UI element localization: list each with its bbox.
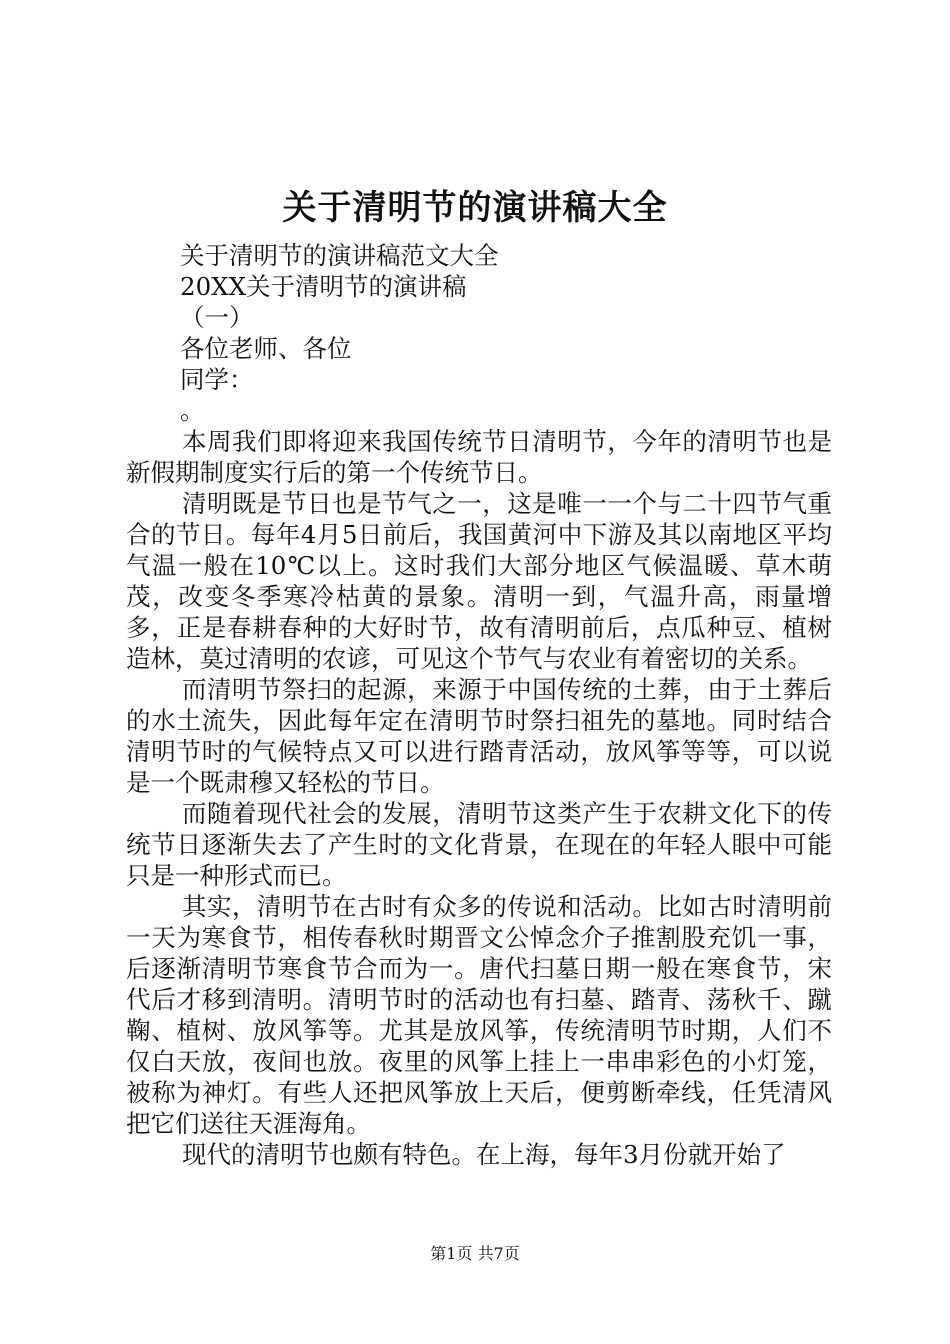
paragraph: 清明既是节日也是节气之一，这是唯一一个与二十四节气重合的节日。每年4月5日前后，我国黄河中下游及其以南地区平均气温一般在10℃以上。这时我们大部分地区气候温暖、草木萌茂，改变冬季寒冷枯黄的景象。清明一到，气温升高，雨量增多，正是春耕春种的大好时节，故有清明前后，点瓜种豆、植树造林，莫过清明的农谚，可见这个节气与农业有着密切的关系。 — [126, 489, 832, 673]
paragraph: 现代的清明节也颇有特色。在上海，每年3月份就开始了 — [182, 1140, 786, 1169]
subtitle-line: 20XX关于清明节的演讲稿 — [180, 272, 467, 301]
paragraph: 而随着现代社会的发展，清明节这类产生于农耕文化下的传统节日逐渐失去了产生时的文化背景，在现在的年轻人眼中可能只是一种形式而已。 — [126, 799, 832, 890]
paragraph: 而清明节祭扫的起源，来源于中国传统的土葬，由于土葬后的水土流失，因此每年定在清明节时祭扫祖先的墓地。同时结合清明节时的气候特点又可以进行踏青活动，放风筝等等，可以说是一个既肃穆又轻松的节日。 — [126, 675, 832, 797]
document-body — [126, 240, 832, 1170]
salutation-line: 同学： — [180, 365, 254, 394]
paragraph: 本周我们即将迎来我国传统节日清明节，今年的清明节也是新假期制度实行后的第一个传统节日。 — [126, 427, 832, 487]
subtitle-line: 关于清明节的演讲稿范文大全 — [180, 241, 499, 270]
page-number-footer: 第1页 共7页 — [430, 1244, 520, 1263]
salutation-line: 各位老师、各位 — [180, 334, 352, 363]
punctuation-line: 。 — [180, 396, 205, 425]
paragraph: 其实，清明节在古时有众多的传说和活动。比如古时清明前一天为寒食节，相传春秋时期晋文公悼念介子推割股充饥一事，后逐渐清明节寒食节合而为一。唐代扫墓日期一般在寒食节，宋代后才移到清明。清明节时的活动也有扫墓、踏青、荡秋千、蹴鞠、植树、放风筝等。尤其是放风筝，传统清明节时期，人们不仅白天放，夜间也放。夜里的风筝上挂上一串串彩色的小灯笼，被称为神灯。有些人还把风筝放上天后，便剪断牵线，任凭清风把它们送往天涯海角。 — [126, 892, 832, 1138]
subtitle-line: （一） — [180, 303, 254, 332]
document-title: 关于清明节的演讲稿大全 — [282, 188, 668, 228]
